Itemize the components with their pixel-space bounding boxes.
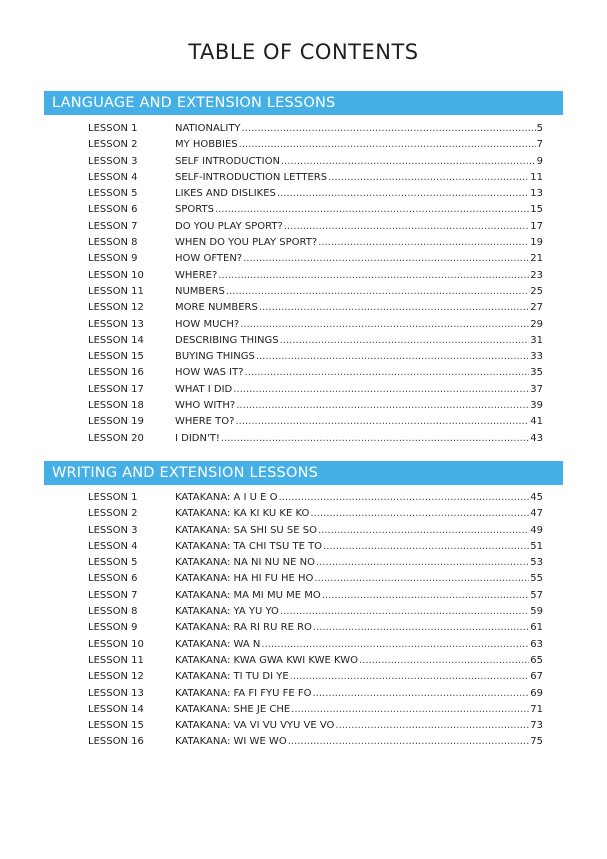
dot-leader: [284, 219, 530, 235]
page-number: 33: [530, 351, 543, 363]
lesson-topic: SELF INTRODUCTION: [175, 155, 280, 167]
lesson-topic: NATIONALITY: [175, 123, 241, 134]
dot-leader: [226, 284, 529, 300]
page-number: 23: [530, 269, 543, 281]
dot-leader: [221, 431, 529, 447]
lesson-topic: KATAKANA: HA HI FU HE HO: [175, 573, 314, 585]
lesson-number: LESSON 8: [88, 237, 138, 249]
dot-leader: [288, 734, 530, 750]
lesson-topic: SPORTS: [175, 204, 214, 216]
dot-leader: [281, 154, 536, 170]
toc-entry: [88, 669, 543, 685]
page-number: 39: [530, 400, 543, 412]
lesson-topic: MORE NUMBERS: [175, 302, 258, 314]
lesson-number: LESSON 4: [88, 540, 138, 552]
toc-entry: [88, 398, 543, 414]
toc-entry: [88, 333, 543, 349]
lesson-number: LESSON 6: [88, 573, 138, 585]
lesson-number: LESSON 9: [88, 253, 138, 265]
toc-entry: [88, 490, 543, 506]
dot-leader: [239, 137, 536, 153]
toc-entry: [88, 506, 543, 522]
dot-leader: [322, 588, 530, 604]
page-number: 63: [530, 638, 543, 650]
dot-leader: [236, 398, 529, 414]
toc-entry: [88, 235, 543, 251]
lesson-number: LESSON 18: [88, 400, 144, 412]
page-number: 71: [530, 703, 543, 715]
dot-leader: [218, 268, 529, 284]
section-heading-language: LANGUAGE AND EXTENSION LESSONS: [44, 91, 563, 115]
lesson-number: LESSON 9: [88, 622, 138, 634]
toc-entry: [88, 365, 543, 381]
toc-entry: [88, 653, 543, 669]
lesson-number: LESSON 10: [88, 269, 144, 281]
lesson-topic: DO YOU PLAY SPORT?: [175, 220, 283, 232]
toc-entry: [88, 620, 543, 636]
page-number: 67: [530, 671, 543, 683]
toc-entry: [88, 555, 543, 571]
dot-leader: [359, 653, 529, 669]
lesson-number: LESSON 13: [88, 687, 144, 699]
dot-leader: [318, 523, 529, 539]
toc-entry: [88, 539, 543, 555]
lesson-topic: HOW OFTEN?: [175, 253, 243, 265]
page-number: 11: [530, 171, 543, 183]
lesson-number: LESSON 12: [88, 302, 144, 314]
page-number: 73: [530, 720, 543, 732]
lesson-number: LESSON 16: [88, 367, 144, 379]
page-number: 75: [530, 736, 543, 748]
dot-leader: [280, 604, 529, 620]
lesson-topic: KATAKANA: TI TU DI YE: [175, 671, 289, 683]
lesson-topic: HOW MUCH?: [175, 318, 240, 330]
toc-entry: [88, 349, 543, 365]
lesson-number: LESSON 1: [88, 492, 138, 503]
dot-leader: [323, 539, 529, 555]
lesson-number: LESSON 2: [88, 508, 138, 520]
lesson-number: LESSON 6: [88, 204, 138, 216]
lesson-topic: LIKES AND DISLIKES: [175, 188, 276, 200]
page-number: 19: [530, 237, 543, 249]
section-heading-writing: WRITING AND EXTENSION LESSONS: [44, 461, 563, 485]
page-number: 25: [530, 285, 543, 297]
page-number: 15: [530, 204, 543, 216]
page-number: 51: [530, 540, 543, 552]
toc-entry: [88, 317, 543, 333]
lesson-topic: WHERE?: [175, 269, 218, 281]
lesson-topic: KATAKANA: YA YU YO: [175, 606, 279, 618]
toc-entry: [88, 202, 543, 218]
lesson-number: LESSON 11: [88, 285, 144, 297]
dot-leader: [242, 121, 536, 137]
page-number: 37: [530, 383, 543, 395]
page-number: 55: [530, 573, 543, 585]
lesson-topic: KATAKANA: WI WE WO: [175, 736, 287, 748]
dot-leader: [243, 251, 529, 267]
page-number: 9: [536, 155, 543, 167]
lesson-topic: DESCRIBING THINGS: [175, 334, 279, 346]
dot-leader: [279, 490, 530, 506]
toc-entry: [88, 718, 543, 734]
lesson-number: LESSON 11: [88, 654, 144, 666]
lesson-topic: WHO WITH?: [175, 400, 236, 412]
lesson-topic: KATAKANA: VA VI VU VYU VE VO: [175, 720, 335, 732]
lesson-topic: KATAKANA: RA RI RU RE RO: [175, 622, 312, 634]
page-number: 57: [530, 589, 543, 601]
lesson-topic: WHEN DO YOU PLAY SPORT?: [175, 237, 318, 249]
toc-entry: [88, 170, 543, 186]
toc-entry: [88, 186, 543, 202]
toc-entry: [88, 734, 543, 750]
lesson-topic: KATAKANA: WA N: [175, 638, 261, 650]
page-number: 27: [530, 302, 543, 314]
dot-leader: [318, 235, 529, 251]
lesson-number: LESSON 13: [88, 318, 144, 330]
page-number: 13: [530, 188, 543, 200]
lesson-topic: KATAKANA: KWA GWA KWI KWE KWO: [175, 654, 358, 666]
page-number: 53: [530, 557, 543, 569]
lesson-number: LESSON 4: [88, 171, 138, 183]
dot-leader: [235, 414, 529, 430]
page-number: 31: [530, 334, 543, 346]
toc-entry: [88, 251, 543, 267]
page-title: TABLE OF CONTENTS: [188, 40, 419, 64]
lesson-number: LESSON 19: [88, 416, 144, 428]
toc-entry: [88, 268, 543, 284]
lesson-topic: KATAKANA: A I U E O: [175, 492, 278, 503]
lesson-topic: WHAT I DID: [175, 383, 233, 395]
toc-entry: [88, 523, 543, 539]
dot-leader: [310, 506, 529, 522]
page-number: 45: [530, 492, 543, 503]
toc-entry: [88, 284, 543, 300]
lesson-topic: HOW WAS IT?: [175, 367, 244, 379]
dot-leader: [314, 571, 529, 587]
toc-entry: [88, 588, 543, 604]
dot-leader: [335, 718, 529, 734]
lesson-topic: KATAKANA: SHE JE CHE: [175, 703, 291, 715]
toc-entry: [88, 637, 543, 653]
lesson-number: LESSON 7: [88, 220, 138, 232]
dot-leader: [291, 702, 529, 718]
lesson-topic: SELF-INTRODUCTION LETTERS: [175, 171, 328, 183]
page-number: 5: [536, 123, 543, 134]
lesson-number: LESSON 3: [88, 155, 138, 167]
lesson-topic: KATAKANA: FA FI FYU FE FO: [175, 687, 312, 699]
page-number: 17: [530, 220, 543, 232]
lesson-number: LESSON 14: [88, 703, 144, 715]
toc-entry: [88, 382, 543, 398]
dot-leader: [313, 686, 530, 702]
lesson-topic: KATAKANA: KA KI KU KE KO: [175, 508, 310, 520]
toc-entry: [88, 300, 543, 316]
dot-leader: [316, 555, 529, 571]
dot-leader: [233, 382, 529, 398]
lesson-number: LESSON 3: [88, 524, 138, 536]
page-number: 47: [530, 508, 543, 520]
lesson-number: LESSON 15: [88, 720, 144, 732]
lesson-number: LESSON 2: [88, 139, 138, 151]
page-number: 29: [530, 318, 543, 330]
page-number: 61: [530, 622, 543, 634]
dot-leader: [313, 620, 529, 636]
toc-entry: [88, 604, 543, 620]
lesson-topic: I DIDN'T!: [175, 432, 220, 444]
page-number: 65: [530, 654, 543, 666]
toc-entry: [88, 702, 543, 718]
page-number: 21: [530, 253, 543, 265]
toc-entry: [88, 154, 543, 170]
lesson-number: LESSON 16: [88, 736, 144, 748]
lesson-topic: KATAKANA: NA NI NU NE NO: [175, 557, 315, 569]
toc-entry: [88, 219, 543, 235]
page-number: 69: [530, 687, 543, 699]
page-number: 49: [530, 524, 543, 536]
lesson-number: LESSON 12: [88, 671, 144, 683]
lesson-number: LESSON 17: [88, 383, 144, 395]
toc-entry: [88, 414, 543, 430]
lesson-topic: KATAKANA: MA MI MU ME MO: [175, 589, 321, 601]
dot-leader: [240, 317, 529, 333]
toc-entry: [88, 686, 543, 702]
toc-list-language: [88, 121, 543, 447]
lesson-topic: KATAKANA: SA SHI SU SE SO: [175, 524, 317, 536]
lesson-number: LESSON 1: [88, 123, 138, 134]
page-number: 43: [530, 432, 543, 444]
toc-entry: [88, 571, 543, 587]
toc-entry: [88, 431, 543, 447]
dot-leader: [256, 349, 529, 365]
lesson-topic: MY HOBBIES: [175, 139, 238, 151]
lesson-topic: WHERE TO?: [175, 416, 235, 428]
dot-leader: [245, 365, 530, 381]
lesson-number: LESSON 5: [88, 557, 138, 569]
lesson-topic: NUMBERS: [175, 285, 225, 297]
lesson-topic: KATAKANA: TA CHI TSU TE TO: [175, 540, 323, 552]
lesson-number: LESSON 10: [88, 638, 144, 650]
page-number: 7: [536, 139, 543, 151]
lesson-topic: BUYING THINGS: [175, 351, 255, 363]
page-number: 35: [530, 367, 543, 379]
toc-list-writing: [88, 490, 543, 751]
toc-entry: [88, 137, 543, 153]
page-number: 59: [530, 606, 543, 618]
dot-leader: [280, 333, 530, 349]
lesson-number: LESSON 15: [88, 351, 144, 363]
lesson-number: LESSON 20: [88, 432, 144, 444]
dot-leader: [277, 186, 529, 202]
lesson-number: LESSON 7: [88, 589, 138, 601]
dot-leader: [261, 637, 529, 653]
lesson-number: LESSON 5: [88, 188, 138, 200]
lesson-number: LESSON 14: [88, 334, 144, 346]
dot-leader: [290, 669, 530, 685]
dot-leader: [328, 170, 529, 186]
toc-entry: [88, 121, 543, 137]
lesson-number: LESSON 8: [88, 606, 138, 618]
dot-leader: [259, 300, 529, 316]
dot-leader: [215, 202, 529, 218]
page-number: 41: [530, 416, 543, 428]
